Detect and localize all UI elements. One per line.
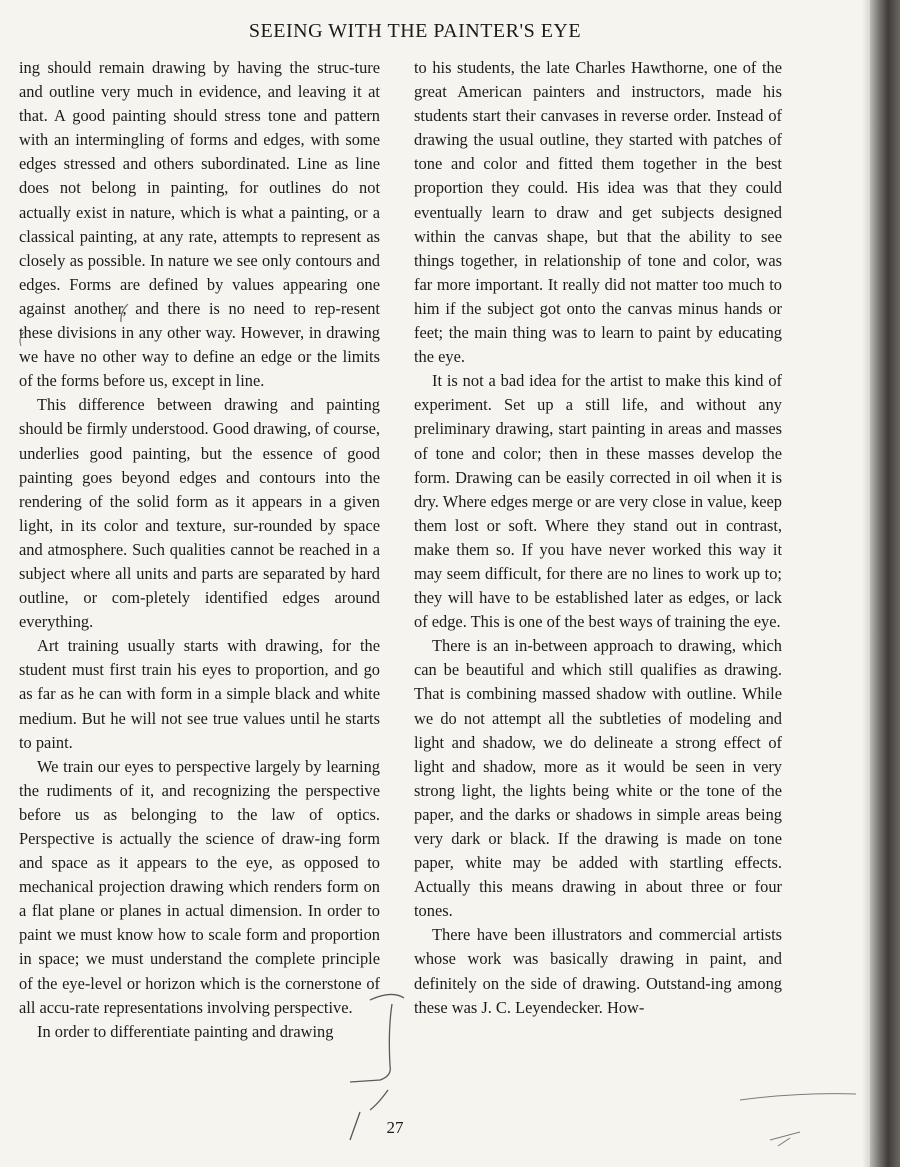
- binding-shadow: [870, 0, 900, 1167]
- paragraph: There is an in-between approach to drawing, which can be beautiful and which still qualifies as drawing. That is combining massed shadow with outline. While we do not attempt all the subtleties of modeling and light and shadow, we do delineate a strong effect of light and shadow, more as it would be seen in very strong light, the lights being white or the tone of the paper, and the darks or shadows in simple areas being very dark or black. If the drawing is made on tone paper, white may be added with startling effects. Actually this means drawing in about three or four tones.: [414, 636, 782, 921]
- paragraph: It is not a bad idea for the artist to make this kind of experiment. Set up a still life, and without any preliminary drawing, start painting in areas and masses of tone and color; then in these masses develop the form. Drawing can be easily corrected in oil when it is dry. Where edges merge or are very close in value, keep them lost or soft. Where they stand out in contrast, make them so. If you have never worked this way it may seem difficult, for there are no lines to work up to; they will have to be established later as edges, or lack of edge. This is one of the best ways of training the eye.: [414, 371, 782, 632]
- paragraph: ing should remain drawing by having the struc-ture and outline very much in evidence, and leaving it at that. A good painting should stress tone and pattern with an intermingling of forms and edges, with some edges stressed and others subordinated. Line as line does not belong in painting, for outlines do not actually exist in nature, which is what a painting, or a classical painting, at any rate, attempts to represent as closely as possible. In nature we see only contours and edges. Forms are defined by values appearing one against another, and there is no need to rep-resent these divisions in any other way. However, in drawing we have no other way to define an edge or the limits of the forms before us, except in line.: [19, 58, 380, 391]
- right-column: [414, 56, 782, 1020]
- page-number: 27: [386, 1118, 404, 1137]
- paragraph: We train our eyes to perspective largely by learning the rudiments of it, and recognizing the perspective before us as belonging to the law of optics. Perspective is actually the science of draw-ing form and space as it appears to the eye, as opposed to mechanical projection drawing which renders form on a flat plane or planes in actual dimension. In order to paint we must know how to scale form and proportion in space; we must understand the complete principle of the eye-level or horizon which is the cornerstone of all accu-rate representations involving perspective.: [19, 756, 380, 1017]
- paragraph: Art training usually starts with drawing, for the student must first train his eyes to proportion, and go as far as he can with form in a simple black and white medium. But he will not see true values until he starts to paint.: [19, 636, 380, 752]
- paragraph: In order to differentiate painting and drawing: [37, 1021, 334, 1041]
- paragraph: This difference between drawing and painting should be firmly understood. Good drawing, of course, underlies good painting, but the essence of good painting goes beyond edges and contours into the rendering of the solid form as it appears in a given light, in its color and texture, sur-rounded by space and atmosphere. Such qualities cannot be reached in a subject where all units and parts are separated by hard outline, or com-pletely identified edges around everything.: [19, 395, 380, 632]
- paragraph: There have been illustrators and commercial artists whose work was basically drawing in paint, and definitely on the side of drawing. Outstand-ing among these was J. C. Leyendecker. How-: [414, 925, 782, 1017]
- running-head: SEEING WITH THE PAINTER'S EYE: [248, 20, 582, 42]
- paragraph: to his students, the late Charles Hawthorne, one of the great American painters and instructors, made his students start their canvases in reverse order. Instead of drawing the usual outline, they started with patches of tone and color and fitted them together in the best proportion they could. His idea was that they could eventually learn to draw and get subjects designed within the canvas shape, but that the ability to see things together, in relationship of tone and color, was far more important. It really did not matter too much to him if the subject got onto the canvas minus hands or feet; the main thing was to learn to paint by educating the eye.: [414, 58, 782, 367]
- left-column: [19, 56, 380, 1044]
- gutter-edge-shading: [862, 0, 870, 1167]
